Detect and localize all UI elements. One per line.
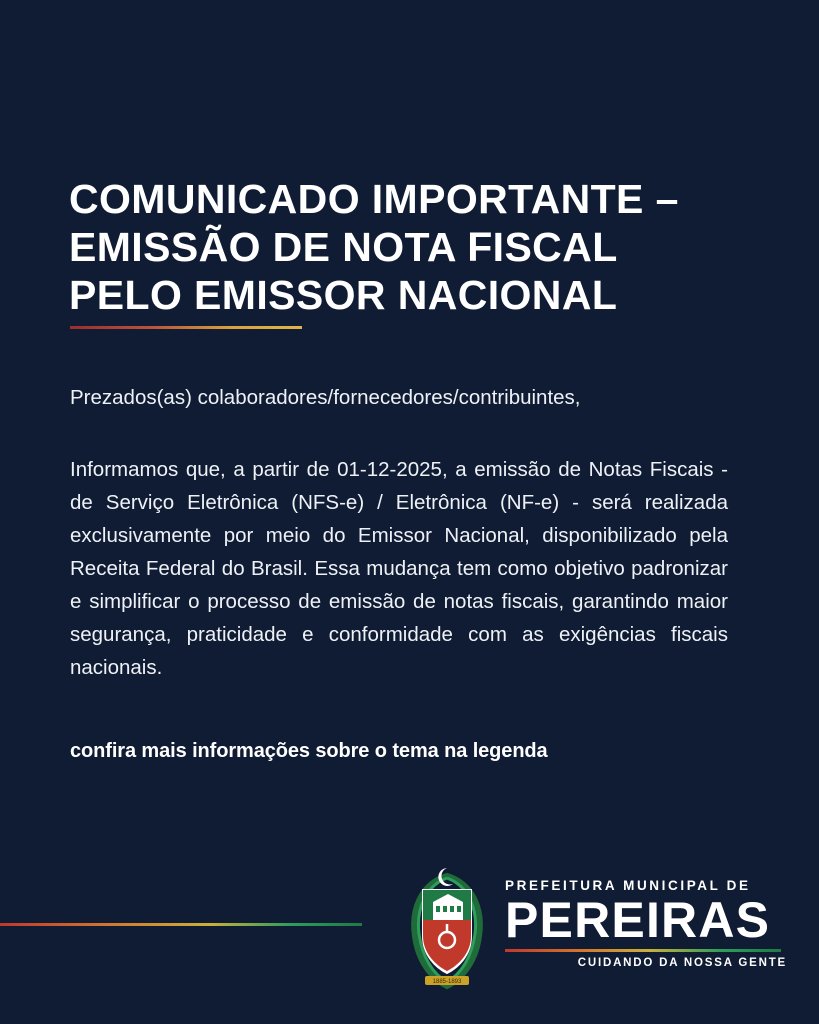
brand-underline: [505, 949, 781, 952]
brand-top-line: PREFEITURA MUNICIPAL DE: [505, 878, 751, 893]
svg-text:1885-1893: 1885-1893: [432, 979, 462, 985]
brand-lockup: [399, 864, 789, 996]
brand-wordmark: [505, 878, 787, 969]
headline-divider: [70, 326, 302, 329]
brand-tagline: CUIDANDO DA NOSSA GENTE: [577, 957, 787, 969]
body-paragraph: Informamos que, a partir de 01-12-2025, a emissão de Notas Fiscais - de Serviço Eletrônica (NFS-e) / Eletrônica (NF-e) - será realizada exclusivamente por meio do Emissor Nacional, disponibilizado pela Receita Federal do Brasil. Essa mudança tem como objetivo padronizar e simplificar o processo de emissão de notas fiscais, garantindo maior segurança, praticidade e conformidade com as exigências fiscais nacionais.: [70, 457, 728, 679]
headline-line-2: EMISSÃO DE NOTA FISCAL: [69, 224, 618, 271]
headline-line-1: COMUNICADO IMPORTANTE –: [69, 176, 679, 223]
page-title: [69, 175, 759, 319]
brand-main-line: PEREIRAS: [505, 892, 771, 948]
coat-of-arms-icon: [399, 864, 495, 992]
call-to-action-text: confira mais informações sobre o tema na legenda: [70, 740, 548, 762]
headline-line-3: PELO EMISSOR NACIONAL: [69, 272, 618, 319]
footer-gradient-rule: [0, 923, 362, 926]
salutation-text: Prezados(as) colaboradores/fornecedores/contribuintes,: [70, 385, 581, 409]
